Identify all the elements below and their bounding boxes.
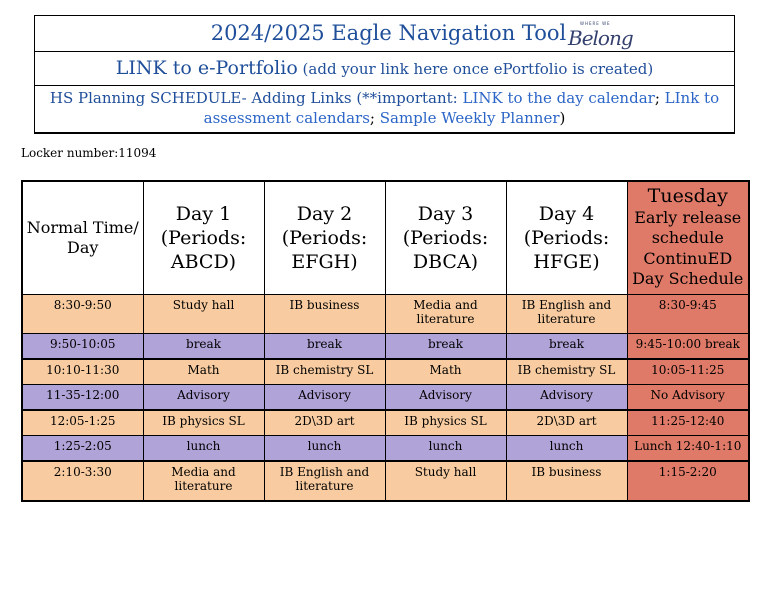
- links-close: ): [559, 109, 566, 127]
- cell-day-1: Media and literature: [143, 461, 264, 501]
- cell-day-3: break: [385, 334, 506, 360]
- table-row: [22, 359, 749, 385]
- table-row: [22, 385, 749, 411]
- locker-number: Locker number:11094: [21, 146, 157, 160]
- header-day-3: Day 3 (Periods: DBCA): [385, 181, 506, 295]
- portfolio-row: [35, 52, 734, 86]
- cell-tuesday: Lunch 12:40-1:10: [627, 436, 749, 462]
- cell-day-1: IB physics SL: [143, 410, 264, 436]
- table-row: [22, 295, 749, 334]
- cell-day-1: Math: [143, 359, 264, 385]
- cell-day-3: lunch: [385, 436, 506, 462]
- tuesday-title: Tuesday: [647, 185, 728, 208]
- cell-day-3: Media and literature: [385, 295, 506, 334]
- weekly-planner-link[interactable]: Sample Weekly Planner: [379, 109, 560, 127]
- links-separator: ;: [654, 89, 665, 107]
- header-day-1: Day 1 (Periods: ABCD): [143, 181, 264, 295]
- cell-tuesday: 9:45-10:00 break: [627, 334, 749, 360]
- cell-day-4: IB business: [506, 461, 627, 501]
- cell-day-4: 2D\3D art: [506, 410, 627, 436]
- cell-day-1: break: [143, 334, 264, 360]
- logo-script: Belong: [568, 26, 633, 50]
- header-row: [22, 181, 749, 295]
- cell-day-4: IB chemistry SL: [506, 359, 627, 385]
- schedule-table: [21, 180, 750, 502]
- cell-day-2: Advisory: [264, 385, 385, 411]
- tuesday-subtitle: Early release schedule ContinuED Day Schedule: [632, 207, 744, 289]
- table-row: [22, 436, 749, 462]
- logo-tagline: WHERE WE: [580, 21, 611, 26]
- cell-day-4: lunch: [506, 436, 627, 462]
- cell-day-3: Math: [385, 359, 506, 385]
- assessment-calendars-link[interactable]: LInk to assessment calendars: [203, 89, 720, 127]
- header-day-2: Day 2 (Periods: EFGH): [264, 181, 385, 295]
- header-box: [34, 15, 735, 134]
- portfolio-note: (add your link here once ePortfolio is created): [297, 60, 654, 78]
- table-row: [22, 461, 749, 501]
- e-portfolio-link[interactable]: LINK to e-Portfolio: [115, 57, 298, 79]
- cell-tuesday: 11:25-12:40: [627, 410, 749, 436]
- where-we-belong-logo: [566, 20, 638, 50]
- cell-day-2: IB business: [264, 295, 385, 334]
- cell-time: 12:05-1:25: [22, 410, 143, 436]
- cell-day-3: Advisory: [385, 385, 506, 411]
- cell-day-2: break: [264, 334, 385, 360]
- cell-day-3: IB physics SL: [385, 410, 506, 436]
- cell-time: 8:30-9:50: [22, 295, 143, 334]
- table-row: [22, 334, 749, 360]
- cell-day-1: lunch: [143, 436, 264, 462]
- cell-time: 9:50-10:05: [22, 334, 143, 360]
- cell-day-3: Study hall: [385, 461, 506, 501]
- header-day-4: Day 4 (Periods: HFGE): [506, 181, 627, 295]
- cell-tuesday: 1:15-2:20: [627, 461, 749, 501]
- cell-day-2: 2D\3D art: [264, 410, 385, 436]
- cell-day-4: Advisory: [506, 385, 627, 411]
- cell-day-4: IB English and literature: [506, 295, 627, 334]
- links-separator: ;: [369, 109, 380, 127]
- links-intro: HS Planning SCHEDULE- Adding Links (**important:: [49, 89, 463, 107]
- day-calendar-link[interactable]: LINK to the day calendar: [462, 89, 655, 107]
- header-time: Normal Time/ Day: [22, 181, 143, 295]
- title-row: [35, 16, 734, 52]
- cell-time: 2:10-3:30: [22, 461, 143, 501]
- cell-day-1: Study hall: [143, 295, 264, 334]
- cell-time: 1:25-2:05: [22, 436, 143, 462]
- cell-day-4: break: [506, 334, 627, 360]
- cell-time: 10:10-11:30: [22, 359, 143, 385]
- page-title: 2024/2025 Eagle Navigation Tool: [210, 21, 567, 45]
- cell-tuesday: No Advisory: [627, 385, 749, 411]
- cell-time: 11-35-12:00: [22, 385, 143, 411]
- cell-day-1: Advisory: [143, 385, 264, 411]
- header-tuesday: [627, 181, 749, 295]
- cell-day-2: IB English and literature: [264, 461, 385, 501]
- cell-day-2: IB chemistry SL: [264, 359, 385, 385]
- cell-day-2: lunch: [264, 436, 385, 462]
- cell-tuesday: 10:05-11:25: [627, 359, 749, 385]
- cell-tuesday: 8:30-9:45: [627, 295, 749, 334]
- table-row: [22, 410, 749, 436]
- planning-links-row: [35, 86, 734, 132]
